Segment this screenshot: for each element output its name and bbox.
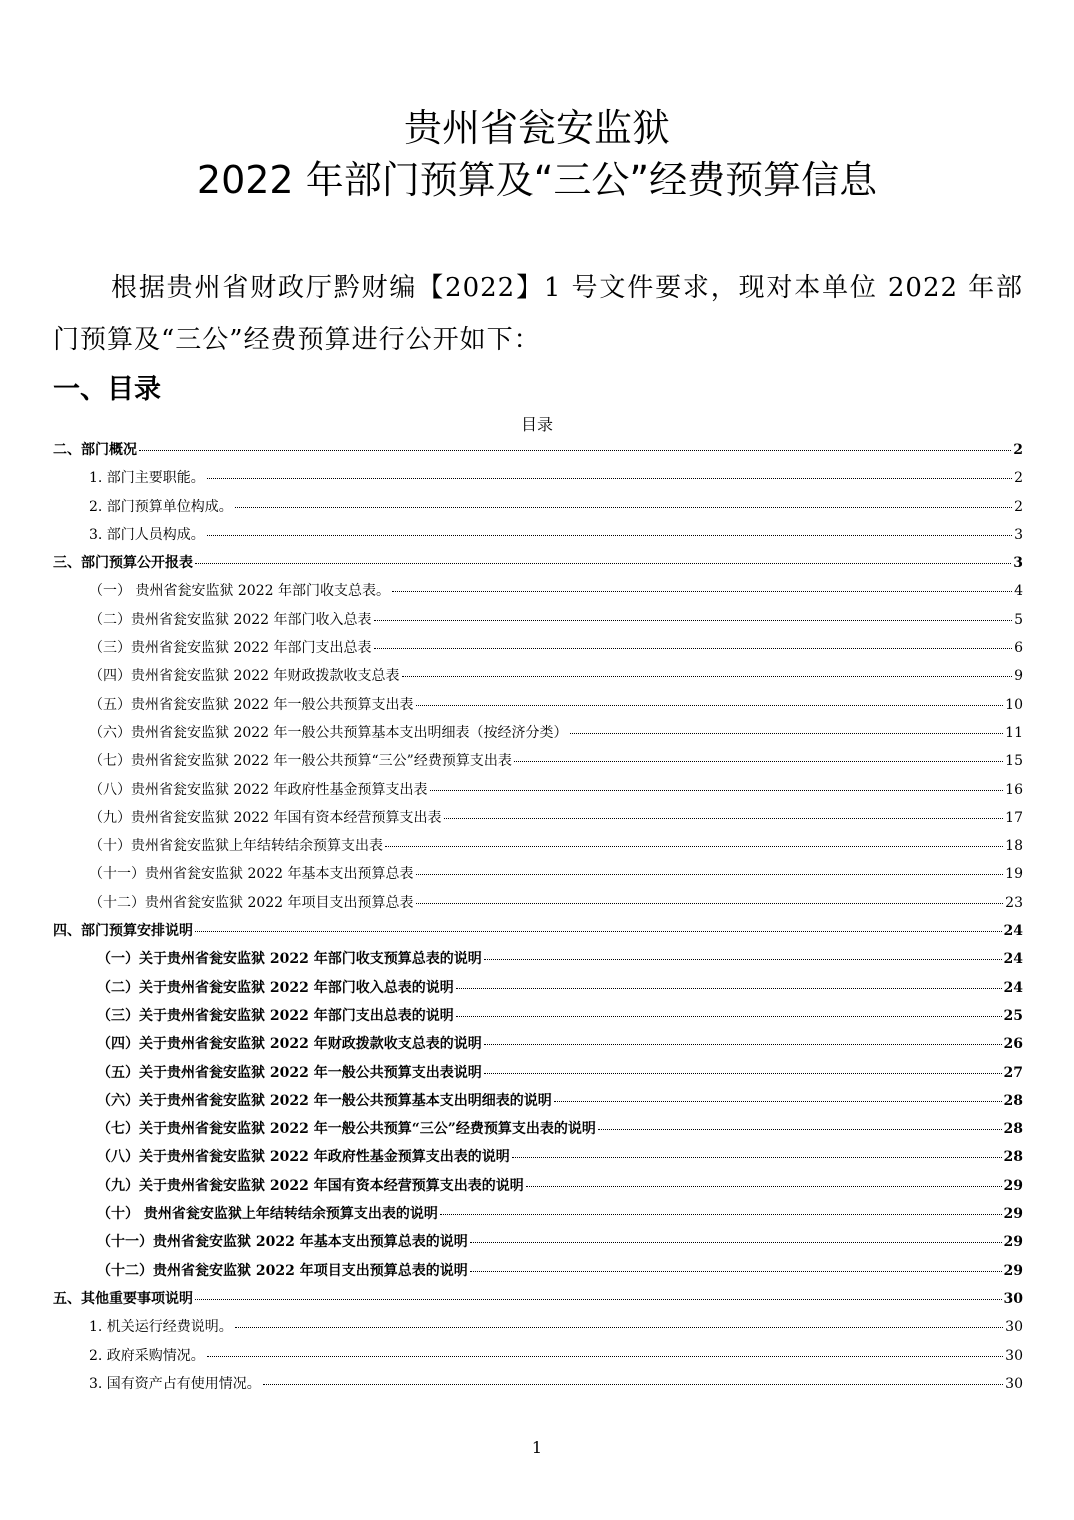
toc-entry-label: 五、其他重要事项说明 (53, 1290, 193, 1307)
toc-entry[interactable] (53, 835, 1023, 863)
toc-entry[interactable] (53, 467, 1023, 495)
toc-leader-dots (430, 790, 1004, 791)
toc-entry[interactable] (53, 1090, 1023, 1118)
toc-entry[interactable] (53, 524, 1023, 552)
toc-title: 目录 (520, 415, 553, 434)
toc-entry-page: 24 (1003, 951, 1023, 968)
toc-leader-dots (598, 1129, 1002, 1130)
toc-entry-page: 29 (1003, 1206, 1023, 1223)
toc-entry-page: 29 (1003, 1262, 1023, 1279)
toc-leader-dots (484, 959, 1002, 960)
toc-entry[interactable] (53, 863, 1023, 891)
toc-entry-page: 30 (1005, 1375, 1023, 1392)
toc-entry-page: 5 (1014, 611, 1023, 628)
toc-leader-dots (139, 450, 1011, 451)
toc-leader-dots (484, 1073, 1002, 1074)
toc-entry-page: 30 (1005, 1347, 1023, 1364)
toc-entry-label: （十一）贵州省瓮安监狱 2022 年基本支出预算总表的说明 (97, 1234, 468, 1251)
toc-leader-dots (235, 1327, 1003, 1328)
toc-leader-dots (526, 1186, 1002, 1187)
toc-entry[interactable] (53, 750, 1023, 778)
toc-entry-label: （二）贵州省瓮安监狱 2022 年部门收入总表 (89, 611, 372, 628)
toc-entry-page: 19 (1005, 866, 1023, 883)
toc-entry-label: （三）贵州省瓮安监狱 2022 年部门支出总表 (89, 640, 372, 657)
toc-entry-page: 27 (1003, 1064, 1023, 1081)
toc-leader-dots (470, 1271, 1002, 1272)
toc-leader-dots (554, 1101, 1002, 1102)
toc-leader-dots (207, 478, 1012, 479)
toc-entry[interactable] (53, 1288, 1023, 1316)
toc-leader-dots (470, 1242, 1002, 1243)
toc-entry-label: （三）关于贵州省瓮安监狱 2022 年部门支出总表的说明 (97, 1007, 454, 1024)
toc-entry-page: 15 (1005, 753, 1023, 770)
toc-entry[interactable] (53, 496, 1023, 524)
toc-entry-label: 2. 政府采购情况。 (89, 1347, 205, 1364)
toc-leader-dots (195, 931, 1002, 932)
toc-entry-label: 2. 部门预算单位构成。 (89, 498, 233, 515)
toc-entry[interactable] (53, 609, 1023, 637)
toc-entry-label: （七）关于贵州省瓮安监狱 2022 年一般公共预算“三公”经费预算支出表的说明 (97, 1121, 596, 1138)
toc-entry-page: 6 (1014, 640, 1023, 657)
toc-entry-page: 18 (1005, 838, 1023, 855)
toc-entry-page: 23 (1005, 894, 1023, 911)
toc-entry-page: 2 (1014, 498, 1023, 515)
toc-entry-label: （五）贵州省瓮安监狱 2022 年一般公共预算支出表 (89, 696, 414, 713)
toc-entry-label: （七）贵州省瓮安监狱 2022 年一般公共预算“三公”经费预算支出表 (89, 753, 512, 770)
toc-entry-label: （九）关于贵州省瓮安监狱 2022 年国有资本经营预算支出表的说明 (97, 1177, 524, 1194)
toc-entry[interactable] (53, 1062, 1023, 1090)
toc-entry[interactable] (53, 977, 1023, 1005)
toc-leader-dots (514, 761, 1003, 762)
toc-entry-label: （二）关于贵州省瓮安监狱 2022 年部门收入总表的说明 (97, 979, 454, 996)
toc-leader-dots (570, 733, 1004, 734)
toc-leader-dots (392, 591, 1012, 592)
toc-entry[interactable] (53, 1373, 1023, 1401)
toc-entry-page: 16 (1005, 781, 1023, 798)
toc-entry-page: 28 (1003, 1092, 1023, 1109)
toc-leader-dots (374, 620, 1013, 621)
table-of-contents (53, 439, 1023, 1401)
toc-entry-label: 3. 部门人员构成。 (89, 526, 205, 543)
toc-entry-label: （五）关于贵州省瓮安监狱 2022 年一般公共预算支出表说明 (97, 1064, 482, 1081)
toc-entry[interactable] (53, 807, 1023, 835)
toc-entry[interactable] (53, 552, 1023, 580)
toc-entry-label: 四、部门预算安排说明 (53, 923, 193, 940)
toc-entry[interactable] (53, 1316, 1023, 1344)
toc-entry-page: 30 (1005, 1319, 1023, 1336)
toc-entry-page: 2 (1013, 442, 1023, 458)
toc-entry[interactable] (53, 1118, 1023, 1146)
toc-entry-label: （十）贵州省瓮安监狱上年结转结余预算支出表 (89, 838, 383, 855)
toc-entry-label: （六）贵州省瓮安监狱 2022 年一般公共预算基本支出明细表（按经济分类） (89, 724, 568, 741)
toc-entry[interactable] (53, 665, 1023, 693)
toc-entry-page: 9 (1014, 668, 1023, 685)
document-title-line-2: 2022 年部门预算及“三公”经费预算信息 (196, 158, 878, 202)
toc-entry[interactable] (53, 722, 1023, 750)
toc-entry-page: 29 (1003, 1234, 1023, 1251)
toc-entry-label: （十二）贵州省瓮安监狱 2022 年项目支出预算总表 (89, 894, 414, 911)
toc-entry-label: （八）贵州省瓮安监狱 2022 年政府性基金预算支出表 (89, 781, 428, 798)
toc-entry-label: （四）贵州省瓮安监狱 2022 年财政拨款收支总表 (89, 668, 400, 685)
toc-entry-page: 28 (1003, 1121, 1023, 1138)
toc-leader-dots (195, 563, 1011, 564)
toc-leader-dots (440, 1214, 1002, 1215)
toc-leader-dots (385, 846, 1003, 847)
toc-entry[interactable] (53, 1203, 1023, 1231)
toc-entry-label: 1. 部门主要职能。 (89, 470, 205, 487)
toc-entry[interactable] (53, 439, 1023, 467)
toc-entry[interactable] (53, 948, 1023, 976)
toc-entry[interactable] (53, 779, 1023, 807)
toc-leader-dots (456, 988, 1002, 989)
toc-entry-label: （八）关于贵州省瓮安监狱 2022 年政府性基金预算支出表的说明 (97, 1149, 510, 1166)
toc-entry-label: （六）关于贵州省瓮安监狱 2022 年一般公共预算基本支出明细表的说明 (97, 1092, 552, 1109)
toc-entry-label: 3. 国有资产占有使用情况。 (89, 1375, 261, 1392)
toc-leader-dots (416, 874, 1004, 875)
document-title-line-1: 贵州省瓮安监狱 (403, 106, 670, 150)
toc-entry-label: （十） 贵州省瓮安监狱上年结转结余预算支出表的说明 (97, 1206, 438, 1223)
toc-entry-page: 29 (1003, 1177, 1023, 1194)
toc-entry-label: （十二）贵州省瓮安监狱 2022 年项目支出预算总表的说明 (97, 1262, 468, 1279)
toc-entry-page: 30 (1003, 1290, 1023, 1307)
toc-entry-label: （四）关于贵州省瓮安监狱 2022 年财政拨款收支总表的说明 (97, 1036, 482, 1053)
toc-leader-dots (484, 1044, 1002, 1045)
toc-entry-page: 26 (1003, 1036, 1023, 1053)
toc-entry-label: （一） 贵州省瓮安监狱 2022 年部门收支总表。 (89, 583, 390, 600)
toc-entry-label: （一）关于贵州省瓮安监狱 2022 年部门收支预算总表的说明 (97, 951, 482, 968)
toc-leader-dots (444, 818, 1004, 819)
toc-leader-dots (374, 648, 1013, 649)
toc-entry[interactable] (53, 920, 1023, 948)
toc-entry[interactable] (53, 1345, 1023, 1373)
toc-entry[interactable] (53, 694, 1023, 722)
toc-entry-page: 2 (1014, 470, 1023, 487)
toc-leader-dots (207, 1356, 1003, 1357)
toc-entry[interactable] (53, 1005, 1023, 1033)
toc-entry-label: 1. 机关运行经费说明。 (89, 1319, 233, 1336)
toc-leader-dots (263, 1384, 1003, 1385)
toc-leader-dots (416, 705, 1004, 706)
toc-entry[interactable] (53, 1175, 1023, 1203)
toc-entry-label: （九）贵州省瓮安监狱 2022 年国有资本经营预算支出表 (89, 809, 442, 826)
toc-entry[interactable] (53, 1146, 1023, 1174)
toc-leader-dots (456, 1016, 1002, 1017)
toc-leader-dots (512, 1157, 1002, 1158)
toc-entry-page: 25 (1003, 1007, 1023, 1024)
section-heading-catalog: 一、目录 (53, 374, 161, 405)
toc-entry[interactable] (53, 1033, 1023, 1061)
toc-entry-page: 24 (1003, 923, 1023, 940)
toc-entry-label: 二、部门概况 (53, 442, 137, 458)
toc-leader-dots (235, 507, 1012, 508)
toc-entry[interactable] (53, 580, 1023, 608)
toc-entry-page: 10 (1005, 696, 1023, 713)
toc-entry[interactable] (53, 1260, 1023, 1288)
toc-entry-label: （十一）贵州省瓮安监狱 2022 年基本支出预算总表 (89, 866, 414, 883)
toc-leader-dots (195, 1299, 1002, 1300)
toc-entry-page: 28 (1003, 1149, 1023, 1166)
toc-entry[interactable] (53, 637, 1023, 665)
toc-leader-dots (402, 676, 1013, 677)
toc-entry-page: 11 (1005, 724, 1023, 741)
toc-entry-label: 三、部门预算公开报表 (53, 555, 193, 572)
toc-entry-page: 17 (1005, 809, 1023, 826)
intro-paragraph: 根据贵州省财政厅黔财编【2022】1 号文件要求，现对本单位 2022 年部门预算及“三公”经费预算进行公开如下： (53, 273, 1023, 355)
toc-entry-page: 3 (1013, 555, 1023, 572)
page-number: 1 (531, 1438, 543, 1457)
toc-entry-page: 24 (1003, 979, 1023, 996)
toc-leader-dots (207, 535, 1012, 536)
toc-entry[interactable] (53, 1231, 1023, 1259)
toc-entry[interactable] (53, 892, 1023, 920)
toc-entry-page: 3 (1014, 526, 1023, 543)
toc-entry-page: 4 (1014, 583, 1023, 600)
toc-leader-dots (416, 903, 1004, 904)
